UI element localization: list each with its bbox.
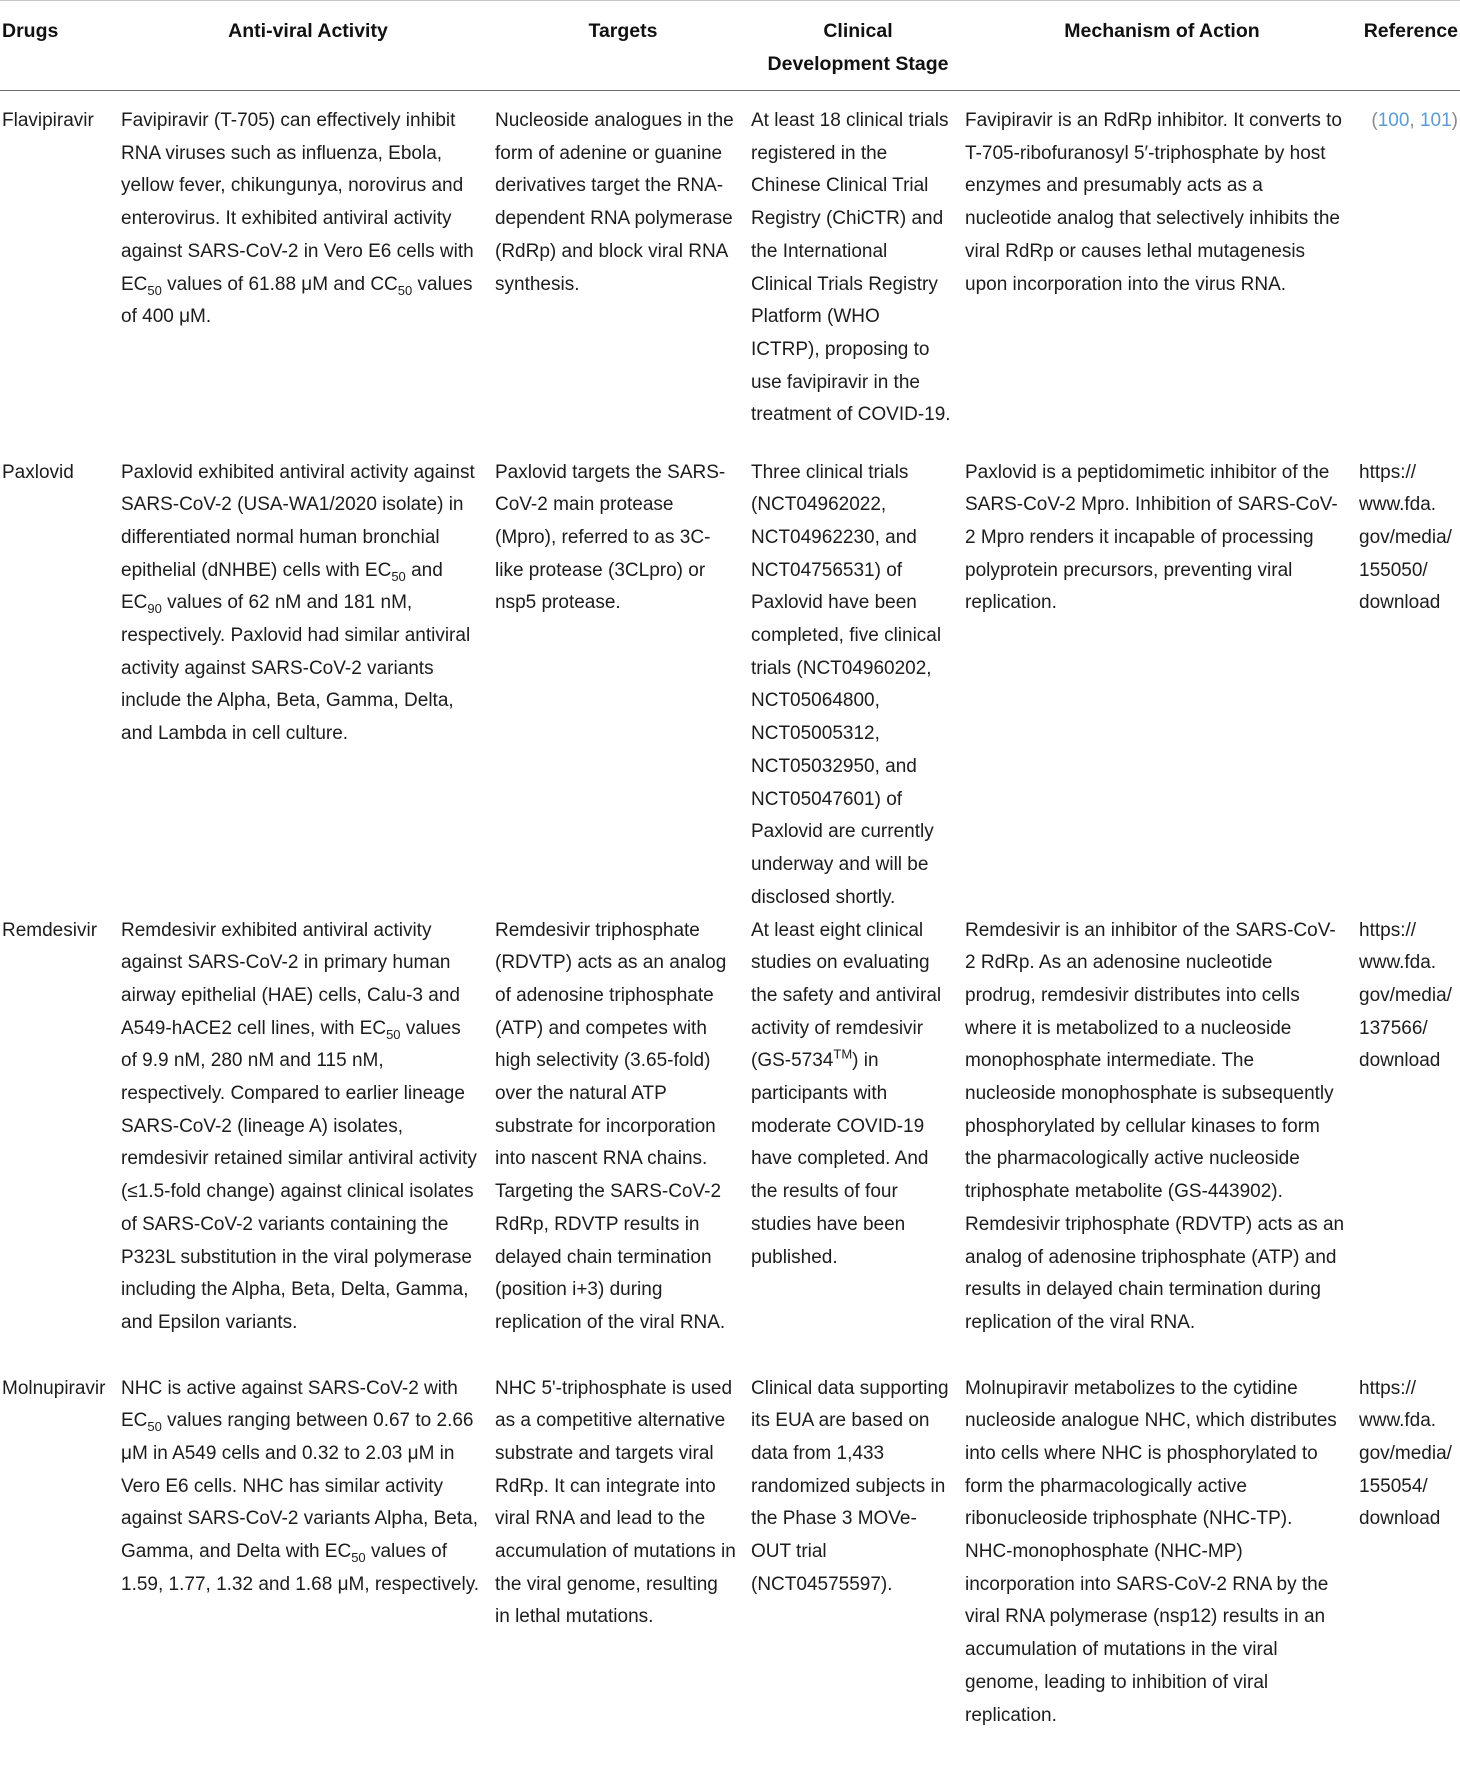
targets-cell: Paxlovid targets the SARS-CoV-2 main protease (Mpro), referred to as 3C-like protease (3CLpro) or nsp5 protease.: [495, 461, 726, 614]
header-stage-line2: Development Stage: [767, 53, 949, 75]
mechanism-cell: Molnupiravir metabolizes to the cytidine nucleoside analogue NHC, which distributes into cells where NHC is phosphorylated to form the pharmacologically active ribonucleoside triphosphate (NHC-TP). NHC-monophosphate (NHC-MP) incorporation into SARS-CoV-2 RNA by the viral RNA polymerase (nsp12) results in an accumulation of mutations in the viral genome, leading to inhibition of viral replication.: [965, 1377, 1337, 1726]
mechanism-cell: Favipiravir is an RdRp inhibitor. It converts to T-705-ribofuranosyl 5′-triphosphate by host enzymes and presumably acts as a nucleotide analog that selectively inhibits the viral RdRp or causes lethal mutagenesis upon incorporation into the virus RNA.: [965, 110, 1342, 295]
citation-link[interactable]: 100: [1377, 110, 1410, 131]
header-drugs: Drugs: [0, 1, 121, 91]
reference-cell: (100, 101): [1371, 110, 1458, 131]
header-stage-line1: Clinical: [823, 20, 893, 42]
targets-cell: Nucleoside analogues in the form of adenine or guanine derivatives target the RNA-dependent RNA polymerase (RdRp) and block viral RNA synthesis.: [495, 110, 734, 295]
drug-name: Paxlovid: [2, 461, 74, 483]
reference-cell: [1359, 457, 1460, 915]
reference-link[interactable]: https:// www.fda. gov/media/ 155054/ download: [1359, 1377, 1452, 1530]
table-row: [0, 915, 1460, 1373]
drug-name: Flavipiravir: [2, 110, 94, 131]
table-header: [0, 1, 1460, 91]
table-row: [0, 457, 1460, 915]
drug-name: Molnupiravir: [2, 1377, 106, 1399]
clinical-stage-cell: At least 18 clinical trials registered in the Chinese Clinical Trial Registry (ChiCTR) and the International Clinical Trials Registry Platform (WHO ICTRP), proposing to use favipiravir in the treatment of COVID-19.: [751, 110, 951, 426]
antiviral-activity-cell: Paxlovid exhibited antiviral activity against SARS-CoV-2 (USA-WA1/2020 isolate) in differentiated normal human bronchial epithelial (dNHBE) cells with $EC_{50}$ and $EC_{90}$ values of 62 nM and 181 nM, respectively. Paxlovid had similar antiviral activity against SARS-CoV-2 variants include the Alpha, Beta, Gamma, Delta, and Lambda in cell culture.: [121, 461, 475, 745]
clinical-stage-cell: Clinical data supporting its EUA are based on data from 1,433 randomized subjects in the Phase 3 MOVe-OUT trial (NCT04575597).: [751, 1377, 949, 1595]
antiviral-activity-cell: Remdesivir exhibited antiviral activity against SARS-CoV-2 in primary human airway epithelial (HAE) cells, Calu-3 and A549-hACE2 cell lines, with $EC_{50}$ values of 9.9 nM, 280 nM and 115 nM, respectively. Compared to earlier lineage SARS-CoV-2 (lineage A) isolates, remdesivir retained similar antiviral activity (≤1.5-fold change) against clinical isolates of SARS-CoV-2 variants containing the P323L substitution in the viral polymerase including the Alpha, Beta, Delta, Gamma, and Epsilon variants.: [121, 919, 477, 1333]
clinical-stage-cell: Three clinical trials (NCT04962022, NCT04962230, and NCT04756531) of Paxlovid have been completed, five clinical trials (NCT04960202, NCT05064800, NCT05005312, NCT05032950, and NCT05047601) of Paxlovid are currently underway and will be disclosed shortly.: [751, 461, 942, 908]
header-stage: [751, 1, 965, 91]
reference-link[interactable]: https:// www.fda. gov/media/ 137566/ download: [1359, 919, 1452, 1072]
table-row: [0, 1373, 1460, 1770]
header-activity: Anti-viral Activity: [121, 1, 495, 91]
clinical-stage-cell: At least eight clinical studies on evaluating the safety and antiviral activity of remdesivir (GS-5734™) in participants with moderate COVID-19 have completed. And the results of four studies have been published.: [751, 919, 942, 1268]
targets-cell: NHC 5'-triphosphate is used as a competitive alternative substrate and targets viral RdRp. It can integrate into viral RNA and lead to the accumulation of mutations in the viral genome, resulting in lethal mutations.: [495, 1377, 736, 1628]
targets-cell: Remdesivir triphosphate (RDVTP) acts as an analog of adenosine triphosphate (ATP) and competes with high selectivity (3.65-fold) over the natural ATP substrate for incorporation into nascent RNA chains. Targeting the SARS-CoV-2 RdRp, RDVTP results in delayed chain termination (position i+3) during replication of the viral RNA.: [495, 919, 727, 1333]
header-reference: Reference: [1359, 1, 1460, 91]
header-row: [0, 1, 1460, 91]
antiviral-activity-cell: NHC is active against SARS-CoV-2 with $EC_{50}$ values ranging between 0.67 to 2.66 μM in A549 cells and 0.32 to 2.03 μM in Vero E6 cells. NHC has similar activity against SARS-CoV-2 variants Alpha, Beta, Gamma, and Delta with $EC_{50}$ values of 1.59, 1.77, 1.32 and 1.68 μM, respectively.: [121, 1377, 480, 1595]
mechanism-cell: Paxlovid is a peptidomimetic inhibitor of the SARS-CoV-2 Mpro. Inhibition of SARS-CoV-2 Mpro renders it incapable of processing polyprotein precursors, preventing viral replication.: [965, 461, 1338, 614]
header-mechanism: Mechanism of Action: [965, 1, 1359, 91]
reference-cell: [1359, 915, 1460, 1373]
mechanism-cell: Remdesivir is an inhibitor of the SARS-CoV-2 RdRp. As an adenosine nucleotide prodrug, remdesivir distributes into cells where it is metabolized to a nucleoside monophosphate intermediate. The nucleoside monophosphate is subsequently phosphorylated by cellular kinases to form the pharmacologically active nucleoside triphosphate metabolite (GS-443902). Remdesivir triphosphate (RDVTP) acts as an analog of adenosine triphosphate (ATP) and results in delayed chain termination during replication of the viral RNA.: [965, 919, 1345, 1333]
reference-cell: [1359, 1373, 1460, 1770]
table-body: [0, 91, 1460, 1770]
citation-link[interactable]: 101: [1419, 110, 1452, 131]
reference-link[interactable]: https:// www.fda. gov/media/ 155050/ download: [1359, 461, 1452, 614]
antiviral-activity-cell: Favipiravir (T-705) can effectively inhibit RNA viruses such as influenza, Ebola, yellow fever, chikungunya, norovirus and enterovirus. It exhibited antiviral activity against SARS-CoV-2 in Vero E6 cells with $EC_{50}$ values of 61.88 μM and $CC_{50}$ values of 400 μM.: [121, 110, 474, 328]
drug-name: Remdesivir: [2, 919, 98, 941]
table-row: [0, 91, 1460, 457]
header-targets: Targets: [495, 1, 751, 91]
